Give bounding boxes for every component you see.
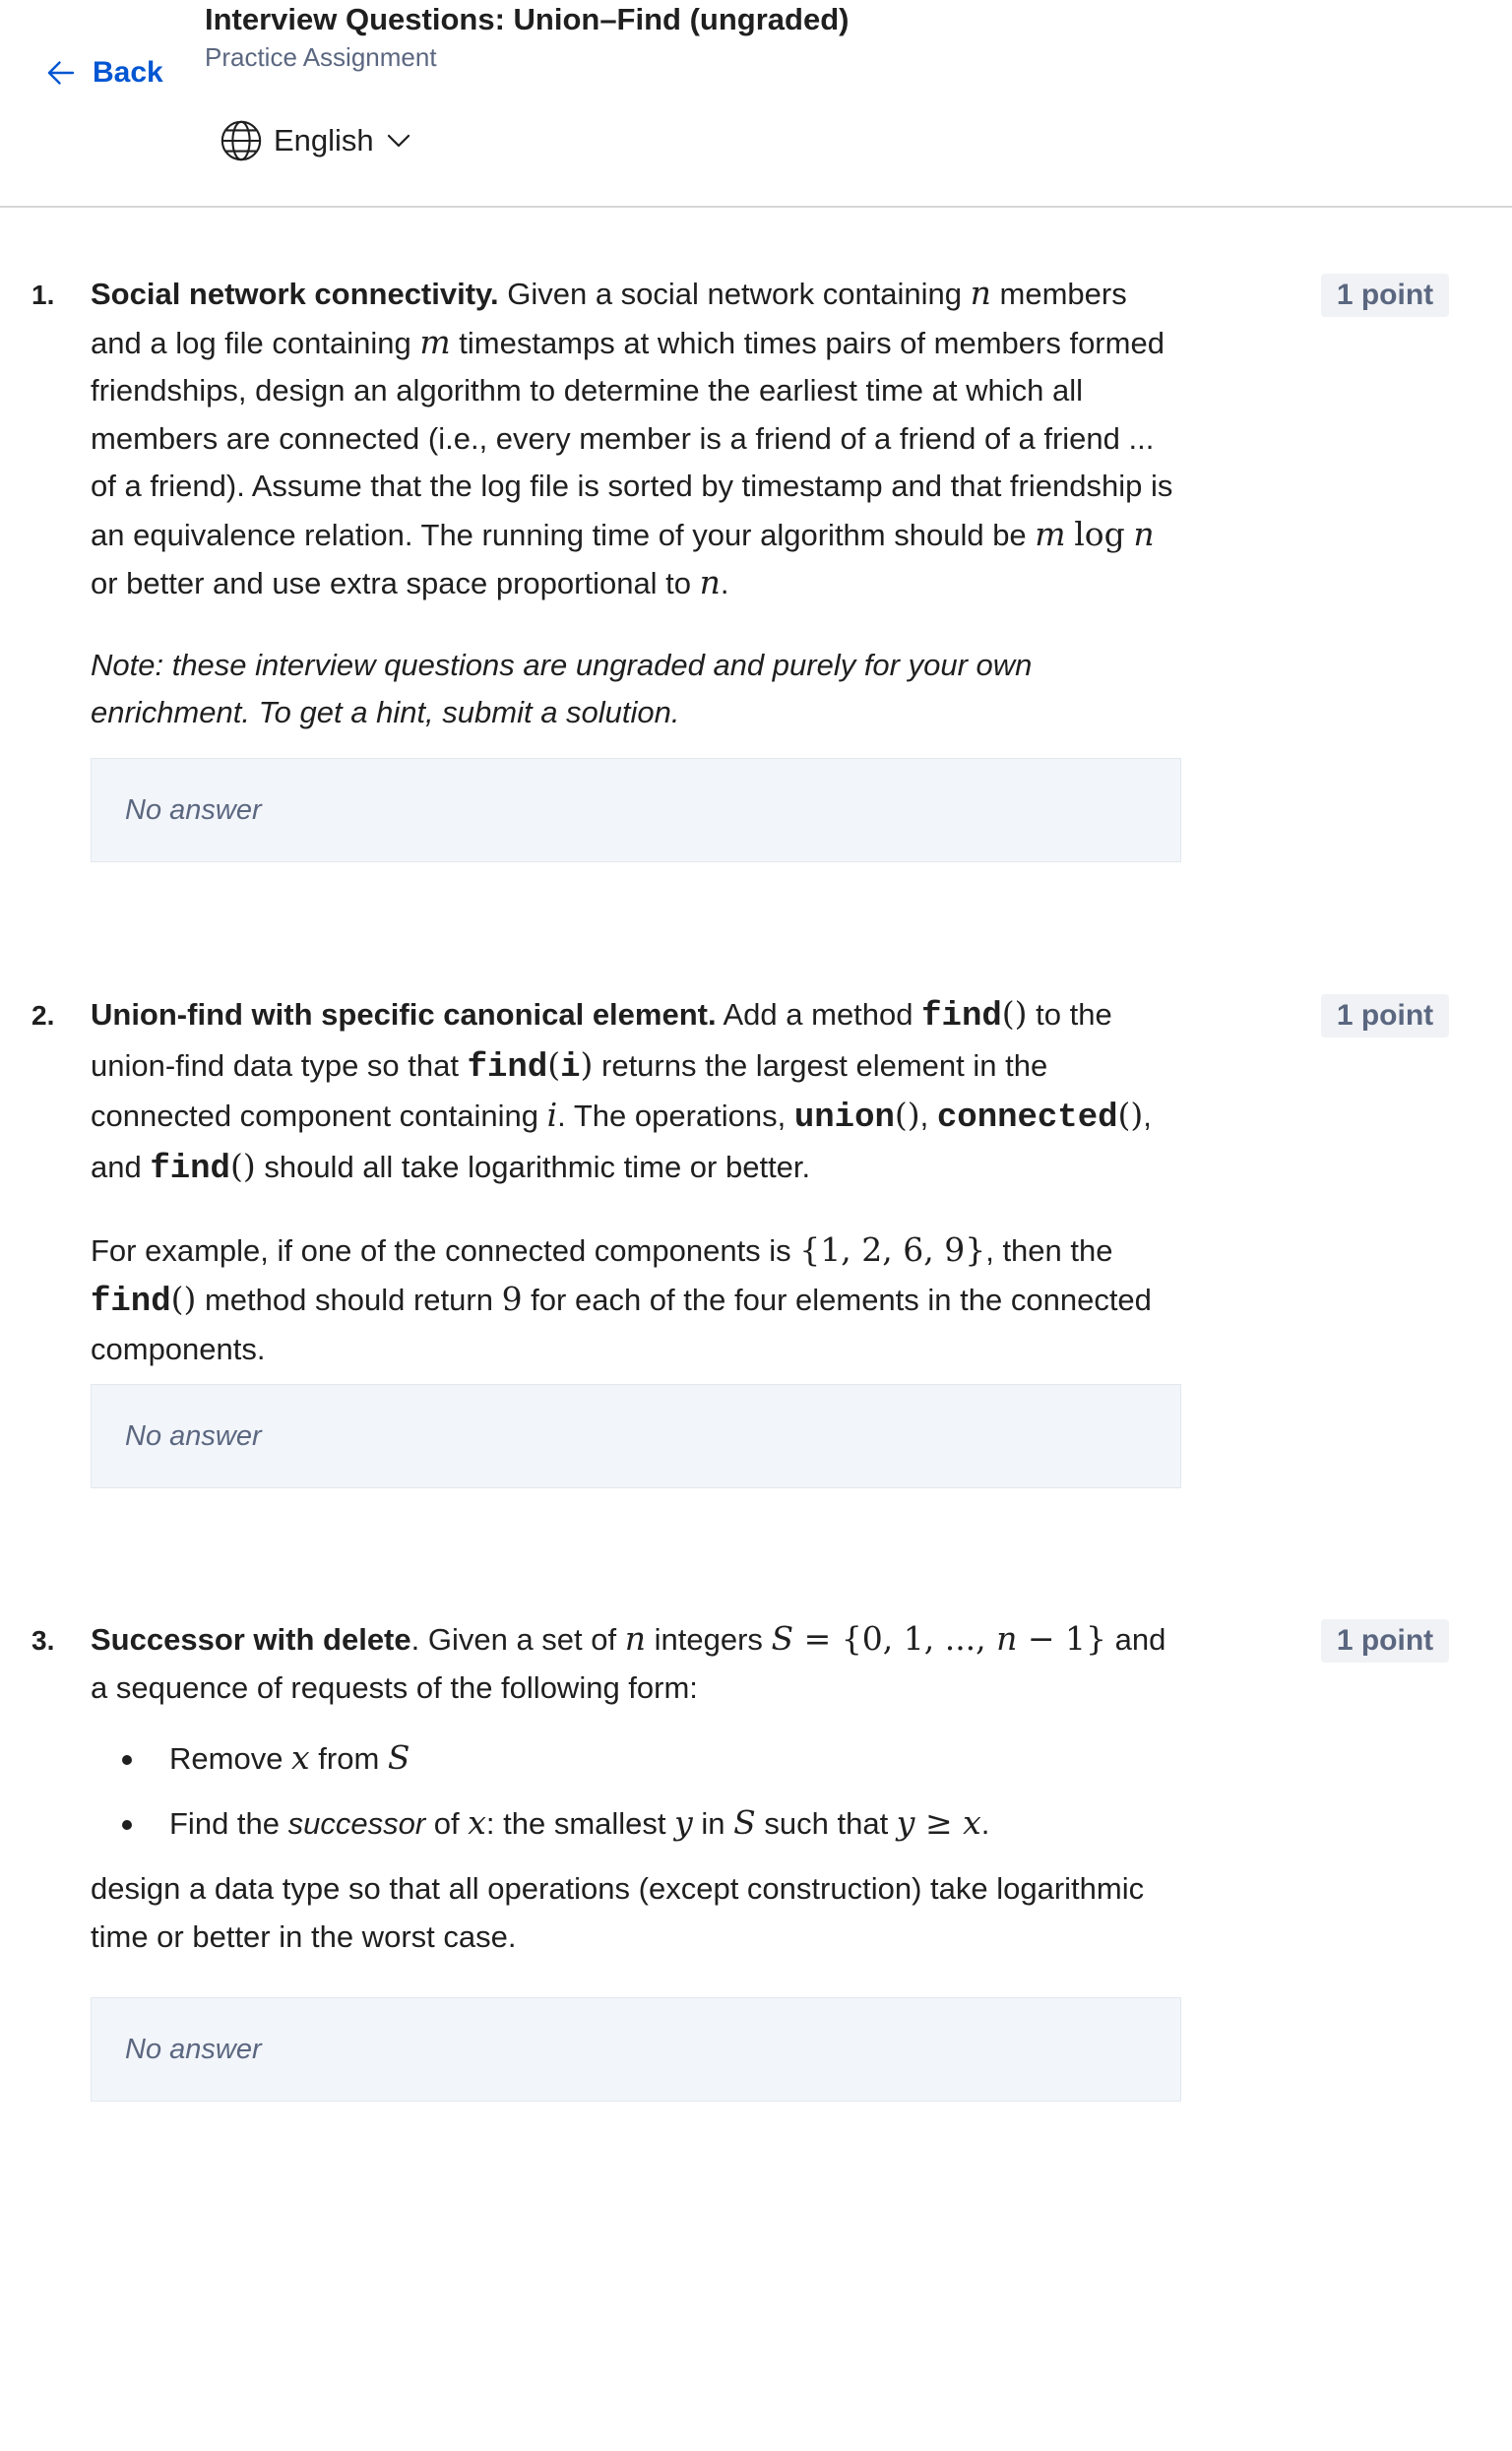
page-title: Interview Questions: Union–Find (ungraded) [205,2,850,36]
question-text [91,990,1183,1374]
points-badge: 1 point [1321,994,1449,1037]
question-number: 2. [32,1000,55,1031]
chevron-down-icon [384,126,413,156]
question-paragraph: design a data type so that all operations (except construction) take logarithmic time or better in the worst case. [91,1871,1145,1954]
points-badge: 1 point [1321,274,1449,317]
question-number: 1. [32,280,55,310]
globe-icon [219,118,264,163]
request-list [91,1726,1183,1855]
page-subtitle: Practice Assignment [205,42,437,72]
question-title: Union-find with specific canonical element. [91,997,717,1032]
language-selector[interactable] [219,118,413,163]
page-header [0,0,1512,208]
question-paragraph: Union-find with specific canonical element. Add a method find() to the union-find data type so that find(i) returns the largest element in the connected component containing i. The operations, union(), connected(), and find() should all take logarithmic time or better. [91,994,1152,1188]
answer-box[interactable]: No answer [91,758,1181,862]
question-text [91,270,1183,737]
question-number: 3. [32,1625,55,1656]
back-button[interactable] [43,51,163,94]
list-item: Remove x from S [91,1726,1183,1791]
back-label: Back [93,56,163,89]
question-paragraph: Social network connectivity. Given a social network containing n members and a log file containing m timestamps at which times pairs of members formed friendships, design an algorithm to determine the earliest time at which all members are connected (i.e., every member is a friend of a friend of a friend ... of a friend). Assume that the log file is sorted by timestamp and that friendship is an equivalence relation. The running time of your algorithm should be m log n or better and use extra space proportional to n. [91,274,1173,601]
question-note: Note: these interview questions are ungraded and purely for your own enrichment. To get a hint, submit a solution. [91,647,1033,729]
question-paragraph: Successor with delete. Given a set of n integers S = {0, 1, ..., n − 1} and a sequence of requests of the following form: [91,1619,1166,1705]
arrow-left-icon [43,55,79,91]
answer-box[interactable]: No answer [91,1384,1181,1488]
language-label: English [274,123,374,157]
answer-box[interactable]: No answer [91,1997,1181,2102]
question-title: Social network connectivity. [91,277,499,311]
question-paragraph: For example, if one of the connected components is {1, 2, 6, 9}, then the find() method should return 9 for each of the four elements in the connected components. [91,1230,1152,1366]
list-item: Find the successor of x: the smallest y in S such that y ≥ x. [91,1791,1183,1855]
question-title: Successor with delete [91,1622,411,1657]
points-badge: 1 point [1321,1619,1449,1663]
question-text [91,1615,1183,1961]
